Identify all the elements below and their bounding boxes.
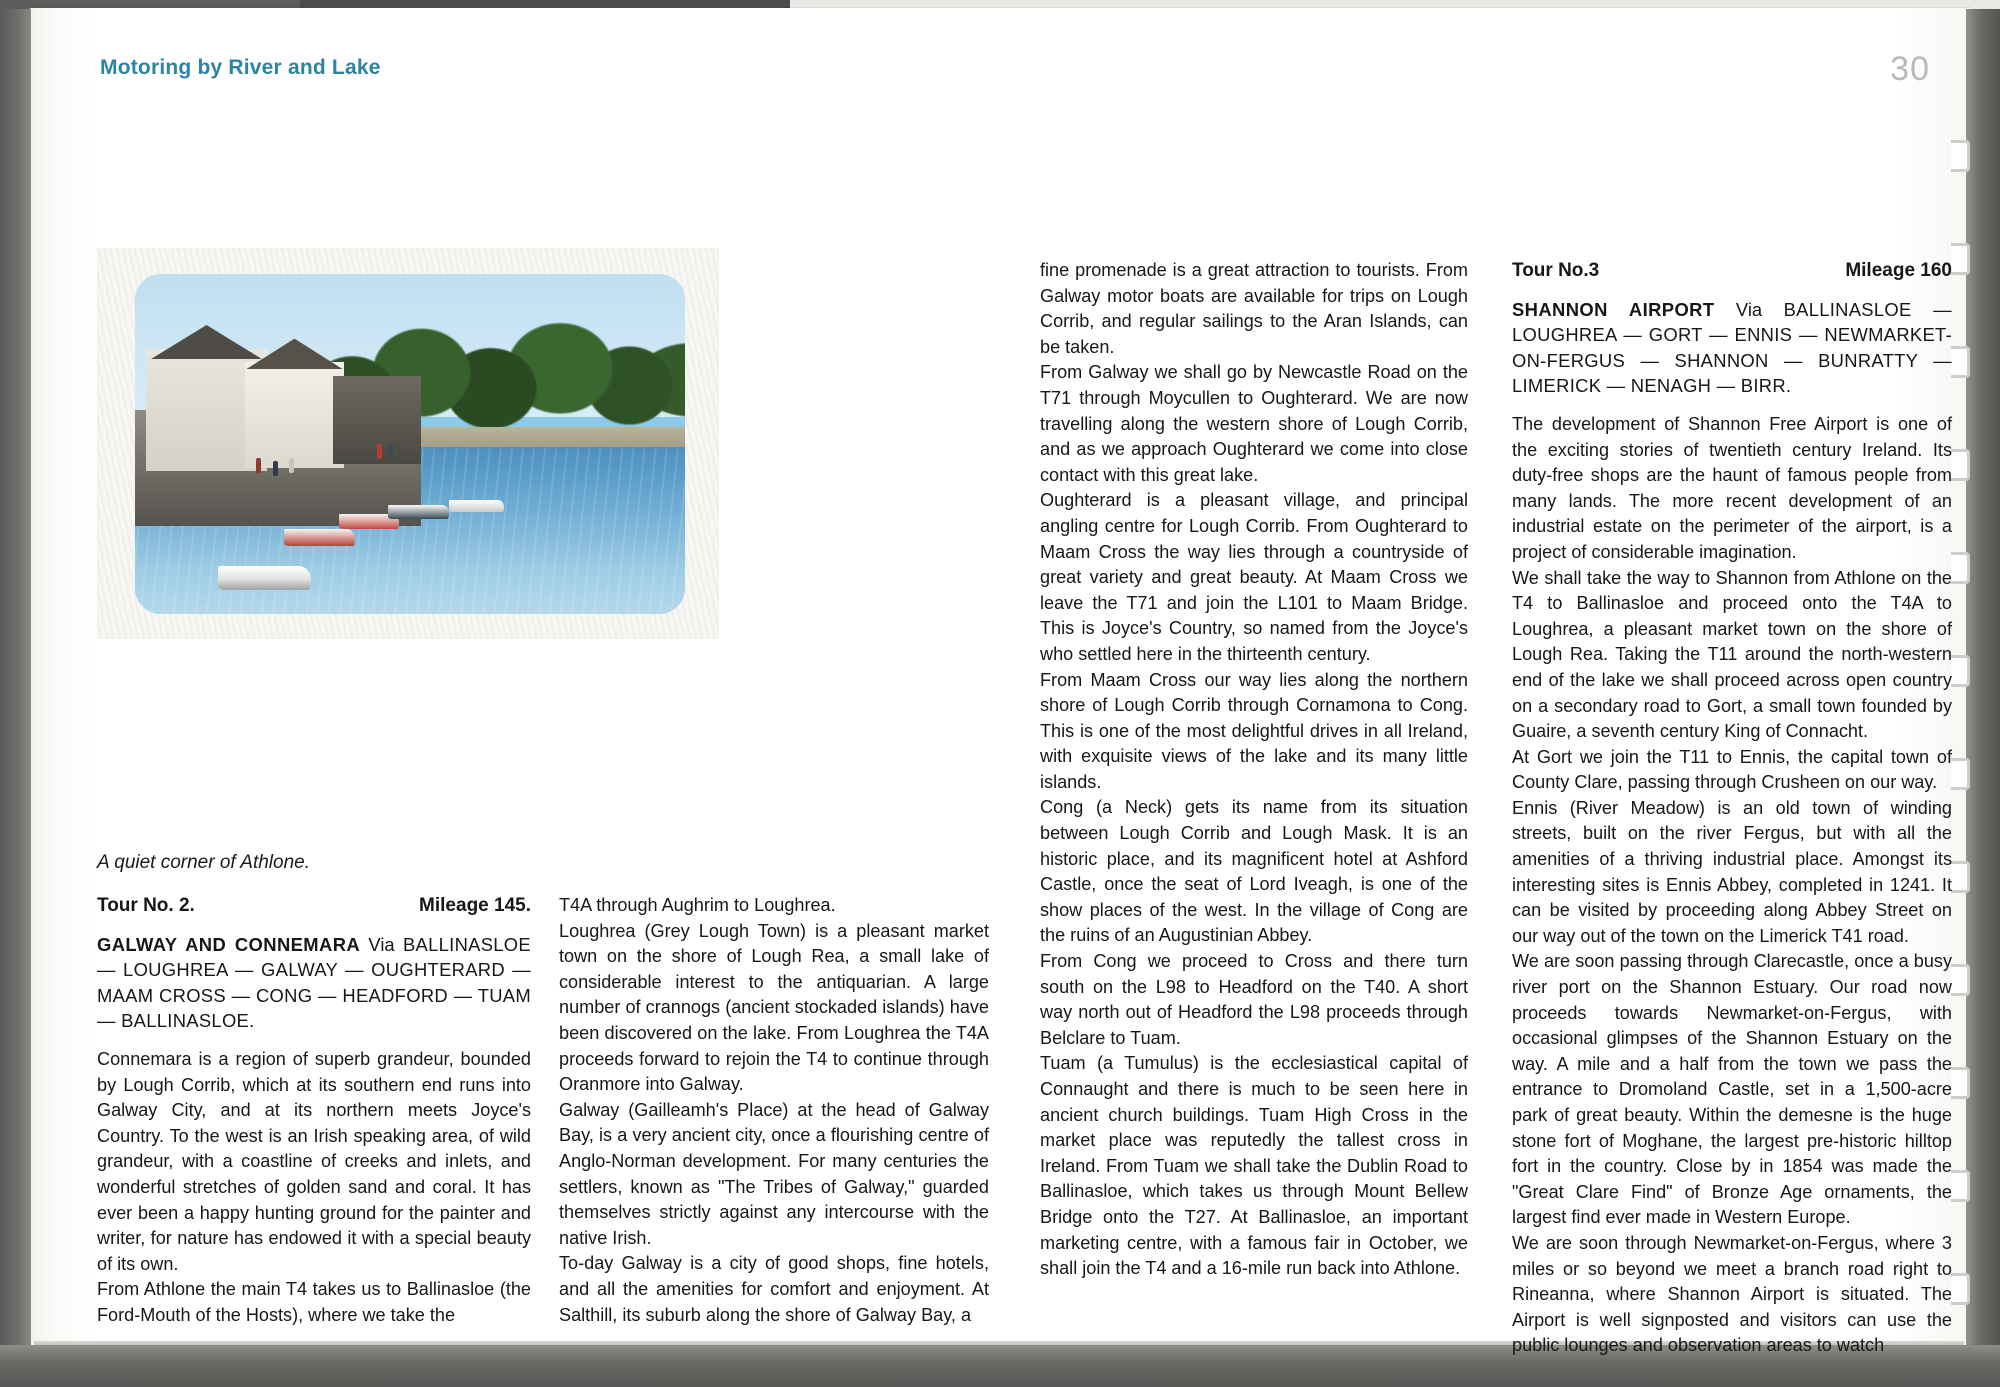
page-number: 30 (1890, 50, 1930, 88)
photo-figure (388, 444, 393, 459)
tour-2-mileage: Mileage 145. (419, 895, 531, 916)
tour-2-title (97, 932, 531, 1034)
photo-motor-boat (218, 566, 312, 590)
scan-right-edge (1966, 9, 2000, 1346)
paragraph: Loughrea (Grey Lough Town) is a pleasant market town on the shore of Lough Rea, a small lake of considerable interest to the antiquarian. A large number of crannogs (ancient stockaded islands) have been discovered on the lake. From Loughrea the T4A proceeds forward to rejoin the T4 to continue through Oranmore into Galway. (559, 920, 989, 1095)
binder-punch-icon (1951, 243, 1970, 275)
paragraph: From Cong we proceed to Cross and there turn south on the L98 to Headford on the T40. A short way north out of Headford the L98 proceeds through Belclare to Tuam. (1040, 951, 1468, 1048)
paragraph: We shall take the way to Shannon from Athlone on the T4 to Ballinasloe and proceed onto the T4A to Loughrea, a pleasant market town on the shore of Lough Rea. Taking the T11 around the north-western end of the lake we shall proceed across open country on a secondary road to Gort, a small town founded by Guaire, a seventh century King of Connacht. (1512, 567, 1952, 742)
paragraph: Connemara is a region of superb grandeur, bounded by Lough Corrib, which at its southern end runs into Galway City, and at its northern meets Joyce's Country. To the west is an Irish speaking area, of wild grandeur, with a coastline of creeks and inlets, and wonderful stretches of golden sand and coral. It has ever been a happy hunting ground for the painter and writer, for nature has endowed it with a special beauty of its own. (97, 1048, 531, 1274)
text-column-1 (97, 893, 531, 1329)
photo-figure (289, 458, 294, 473)
binder-punch-icon (1951, 655, 1970, 687)
binder-punch-icon (1951, 964, 1970, 996)
running-head: Motoring by River and Lake (100, 56, 381, 79)
binder-punch-icon (1951, 140, 1970, 172)
tour-3-title (1512, 297, 1952, 399)
text-column-4 (1512, 258, 1952, 1359)
paragraph: From Maam Cross our way lies along the northern shore of Lough Corrib through Cornamona to Cong. This is one of the most delightful drives in all Ireland, with exquisite views of the lake and its many little islands. (1040, 669, 1468, 792)
paragraph: The development of Shannon Free Airport is one of the exciting stories of twentieth century Ireland. Its duty-free shops are the haunt of famous people from many lands. The more recent development of an industrial estate on the perimeter of the airport, is a project of considerable imagination. (1512, 413, 1952, 562)
paragraph: Tuam (a Tumulus) is the ecclesiastical capital of Connaught and there is much to be seen here in ancient church buildings. Tuam High Cross in the market place was reputedly the tallest cross in Ireland. From Tuam we shall take the Dublin Road to Ballinasloe, which takes us through Mount Bellew Bridge onto the T27. At Ballinasloe, an important marketing centre, with a famous fair in October, we shall join the T4 and a 16-mile run back into Athlone. (1040, 1053, 1468, 1279)
photo-motor-boat (449, 500, 504, 512)
paragraph: From Galway we shall go by Newcastle Road on the T71 through Moycullen to Oughterard. We are now travelling along the western shore of Lough Corrib, and as we approach Oughterard we come into close contact with this great lake. (1040, 362, 1468, 485)
tour-3-number: Tour No.3 (1512, 260, 1600, 281)
photo-figure (256, 458, 261, 473)
photo-figure (377, 444, 382, 459)
paragraph: Galway (Gailleamh's Place) at the head of Galway Bay, is a very ancient city, once a flourishing centre of Anglo-Norman development. For many centuries the settlers, known as "The Tribes of Galway," guarded themselves strictly against any intercourse with the native Irish. (559, 1099, 989, 1248)
tour-3-header (1512, 258, 1952, 284)
binder-punch-icon (1951, 552, 1970, 584)
photo-caption: A quiet corner of Athlone. (97, 852, 310, 873)
binder-punch-icon (1951, 758, 1970, 790)
paragraph: Cong (a Neck) gets its name from its situation between Lough Corrib and Lough Mask. It is an historic place, and its magnificent hotel at Ashford Castle, once the seat of Lord Iveagh, is one of the show places of the west. In the village of Cong are the ruins of an Augustinian Abbey. (1040, 797, 1468, 946)
tour-3-route: BALLINASLOE — LOUGHREA — GORT — ENNIS — NEWMARKET-ON-FERGUS — SHANNON — BUNRATTY — LIMERICK — NENAGH — BIRR. (1512, 298, 1952, 397)
tour-2-name: GALWAY AND CONNEMARA (97, 933, 361, 955)
tour-2-number: Tour No. 2. (97, 895, 195, 916)
binder-punch-icon (1951, 1273, 1970, 1305)
paragraph: We are soon passing through Clarecastle, once a busy river port on the Shannon Estuary. Our road now proceeds towards Newmarket-on-Fergus, with occasional glimpses of the Shannon Estuary on the way. A mile and a half from the town we pass the entrance to Dromoland Castle, set in a 1,500-acre park of great beauty. Within the demesne is the huge stone fort of Moghane, the largest pre-historic hilltop fort in the country. Close by in 1854 was made the "Great Clare Find" of Bronze Age ornaments, the largest find ever made in Western Europe. (1512, 951, 1952, 1228)
paragraph: Ennis (River Meadow) is an old town of winding streets, built on the river Fergus, but with all the amenities of a thriving industrial place. Amongst its interesting sites is Ennis Abbey, completed in 1241. It can be visited by proceeding along Abbey Street on our way out of the town on the Limerick T41 road. (1512, 797, 1952, 946)
tour-3-name: SHANNON AIRPORT (1512, 298, 1715, 320)
paragraph: T4A through Aughrim to Loughrea. (559, 895, 836, 915)
tour-2-header (97, 893, 531, 919)
photo-house (245, 362, 344, 467)
paragraph: fine promenade is a great attraction to tourists. From Galway motor boats are available for trips on Lough Corrib, and regular sailings to the Aran Islands, can be taken. (1040, 260, 1468, 357)
text-column-3 (1040, 258, 1468, 1282)
photo-motor-boat (388, 505, 449, 519)
scan-left-edge (0, 9, 31, 1346)
paragraph: We are soon through Newmarket-on-Fergus, where 3 miles or so beyond we meet a branch road right to Rineanna, where Shannon Airport is situated. The Airport is well signposted and visitors can use the public lounges and observation areas to watch (1512, 1232, 1952, 1356)
paragraph: At Gort we join the T11 to Ennis, the capital town of County Clare, passing through Crusheen on our way. (1512, 746, 1952, 793)
binder-punch-icon (1951, 449, 1970, 481)
binder-punch-icon (1951, 1067, 1970, 1099)
paragraph: From Athlone the main T4 takes us to Ballinasloe (the Ford-Mouth of the Hosts), where we take the (97, 1279, 531, 1325)
paragraph: To-day Galway is a city of good shops, fine hotels, and all the amenities for comfort and enjoyment. At Salthill, its suburb along the shore of Galway Bay, a (559, 1253, 989, 1325)
photo-figure (273, 461, 278, 476)
paragraph: Oughterard is a pleasant village, and principal angling centre for Lough Corrib. From Oughterard to Maam Cross the way lies through a countryside of great variety and great beauty. At Maam Cross we leave the T71 and join the L101 to Maam Bridge. This is Joyce's Country, so named from the Joyce's who settled here in the thirteenth century. (1040, 490, 1468, 664)
binder-punch-icon (1951, 346, 1970, 378)
tour-2-route: BALLINASLOE — LOUGHREA — GALWAY — OUGHTERARD — MAAM CROSS — CONG — HEADFORD — TUAM — BALLINASLOE. (97, 933, 531, 1032)
tour-3-via: Via (1735, 298, 1763, 320)
tour-2-via: Via (368, 933, 395, 955)
photo-frame (97, 248, 719, 639)
photo-motor-boat (284, 529, 356, 546)
photo-athlone-quay (135, 274, 685, 614)
binder-punch-icon (1951, 1170, 1970, 1202)
text-column-2 (559, 893, 989, 1328)
binder-punch-icon (1951, 861, 1970, 893)
tour-3-mileage: Mileage 160 (1845, 260, 1952, 281)
